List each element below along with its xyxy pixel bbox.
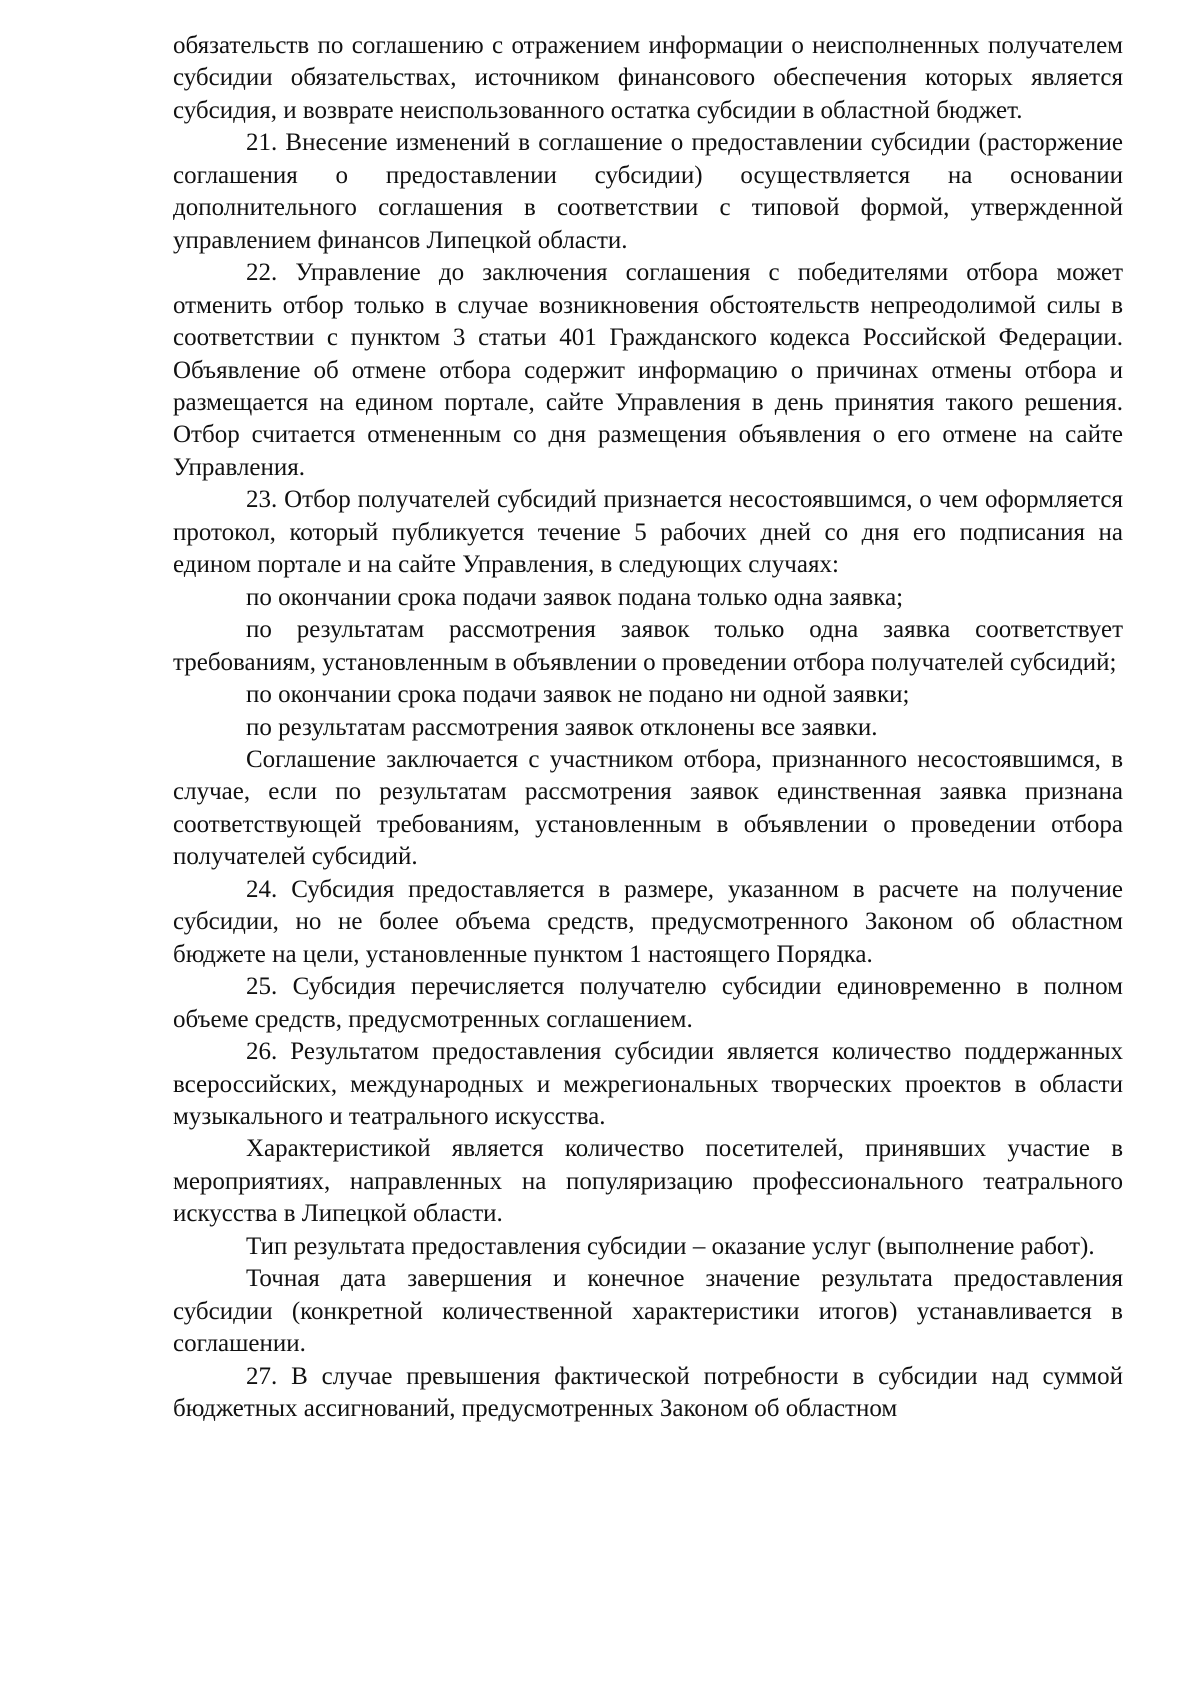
paragraph-21: 21. Внесение изменений в соглашение о предоставлении субсидии (расторжение соглашения о предоставлении субсидии) осуществляется на основании дополнительного соглашения в соответствии с типовой формой, утвержденной управлением финансов Липецкой области. <box>173 129 1123 254</box>
paragraph-26-characteristic: Характеристикой является количество посетителей, принявших участие в мероприятиях, направленных на популяризацию профессионального театрального искусства в Липецкой области. <box>173 1135 1123 1228</box>
paragraph-26: 26. Результатом предоставления субсидии является количество поддержанных всероссийских, международных и межрегиональных творческих проектов в области музыкального и театрального искусства. <box>173 1038 1123 1130</box>
paragraph-23-case-single-compliant: по результатам рассмотрения заявок только одна заявка соответствует требованиям, установленным в объявлении о проведении отбора получателей субсидий; <box>173 616 1123 676</box>
paragraph-26-exact-date: Точная дата завершения и конечное значение результата предоставления субсидии (конкретной количественной характеристики итогов) устанавливается в соглашении. <box>173 1265 1123 1358</box>
paragraph-26-result-type: Тип результата предоставления субсидии – оказание услуг (выполнение работ). <box>246 1232 1095 1260</box>
paragraph-23-case-no-applications: по окончании срока подачи заявок не подано ни одной заявки; <box>246 681 910 709</box>
paragraph-23-case-all-rejected: по результатам рассмотрения заявок отклонены все заявки. <box>246 713 878 741</box>
paragraph-25: 25. Субсидия перечисляется получателю субсидии единовременно в полном объеме средств, предусмотренных соглашением. <box>173 973 1123 1033</box>
paragraph-23: 23. Отбор получателей субсидий признается несостоявшимся, о чем оформляется протокол, который публикуется течение 5 рабочих дней со дня его подписания на едином портале и на сайте Управления, в следующих случаях: <box>173 486 1123 579</box>
paragraph-27: 27. В случае превышения фактической потребности в субсидии над суммой бюджетных ассигнований, предусмотренных Законом об областном <box>173 1362 1123 1423</box>
paragraph-23-agreement: Соглашение заключается с участником отбора, признанного несостоявшимся, в случае, если по результатам рассмотрения заявок единственная заявка признана соответствующей требованиям, установленным в объявлении о проведении отбора получателей субсидий. <box>173 745 1123 871</box>
paragraph-22: 22. Управление до заключения соглашения с победителями отбора может отменить отбор только в случае возникновения обстоятельств непреодолимой силы в соответствии с пунктом 3 статьи 401 Гражданского кодекса Российской Федерации. Объявление об отмене отбора содержит информацию о причинах отмены отбора и размещается на едином портале, сайте Управления в день принятия такого решения. Отбор считается отмененным со дня размещения объявления о его отмене на сайте Управления. <box>173 259 1123 481</box>
document-page <box>173 30 1123 1425</box>
paragraph-24: 24. Субсидия предоставляется в размере, указанном в расчете на получение субсидии, но не более объема средств, предусмотренного Законом об областном бюджете на цели, установленные пунктом 1 настоящего Порядка. <box>173 875 1123 968</box>
paragraph-23-case-single-application: по окончании срока подачи заявок подана только одна заявка; <box>246 583 904 611</box>
paragraph-20-continuation: обязательств по соглашению с отражением информации о неисполненных получателем субсидии обязательствах, источником финансового обеспечения которых является субсидия, и возврате неиспользованного остатка субсидии в областной бюджет. <box>173 32 1123 124</box>
